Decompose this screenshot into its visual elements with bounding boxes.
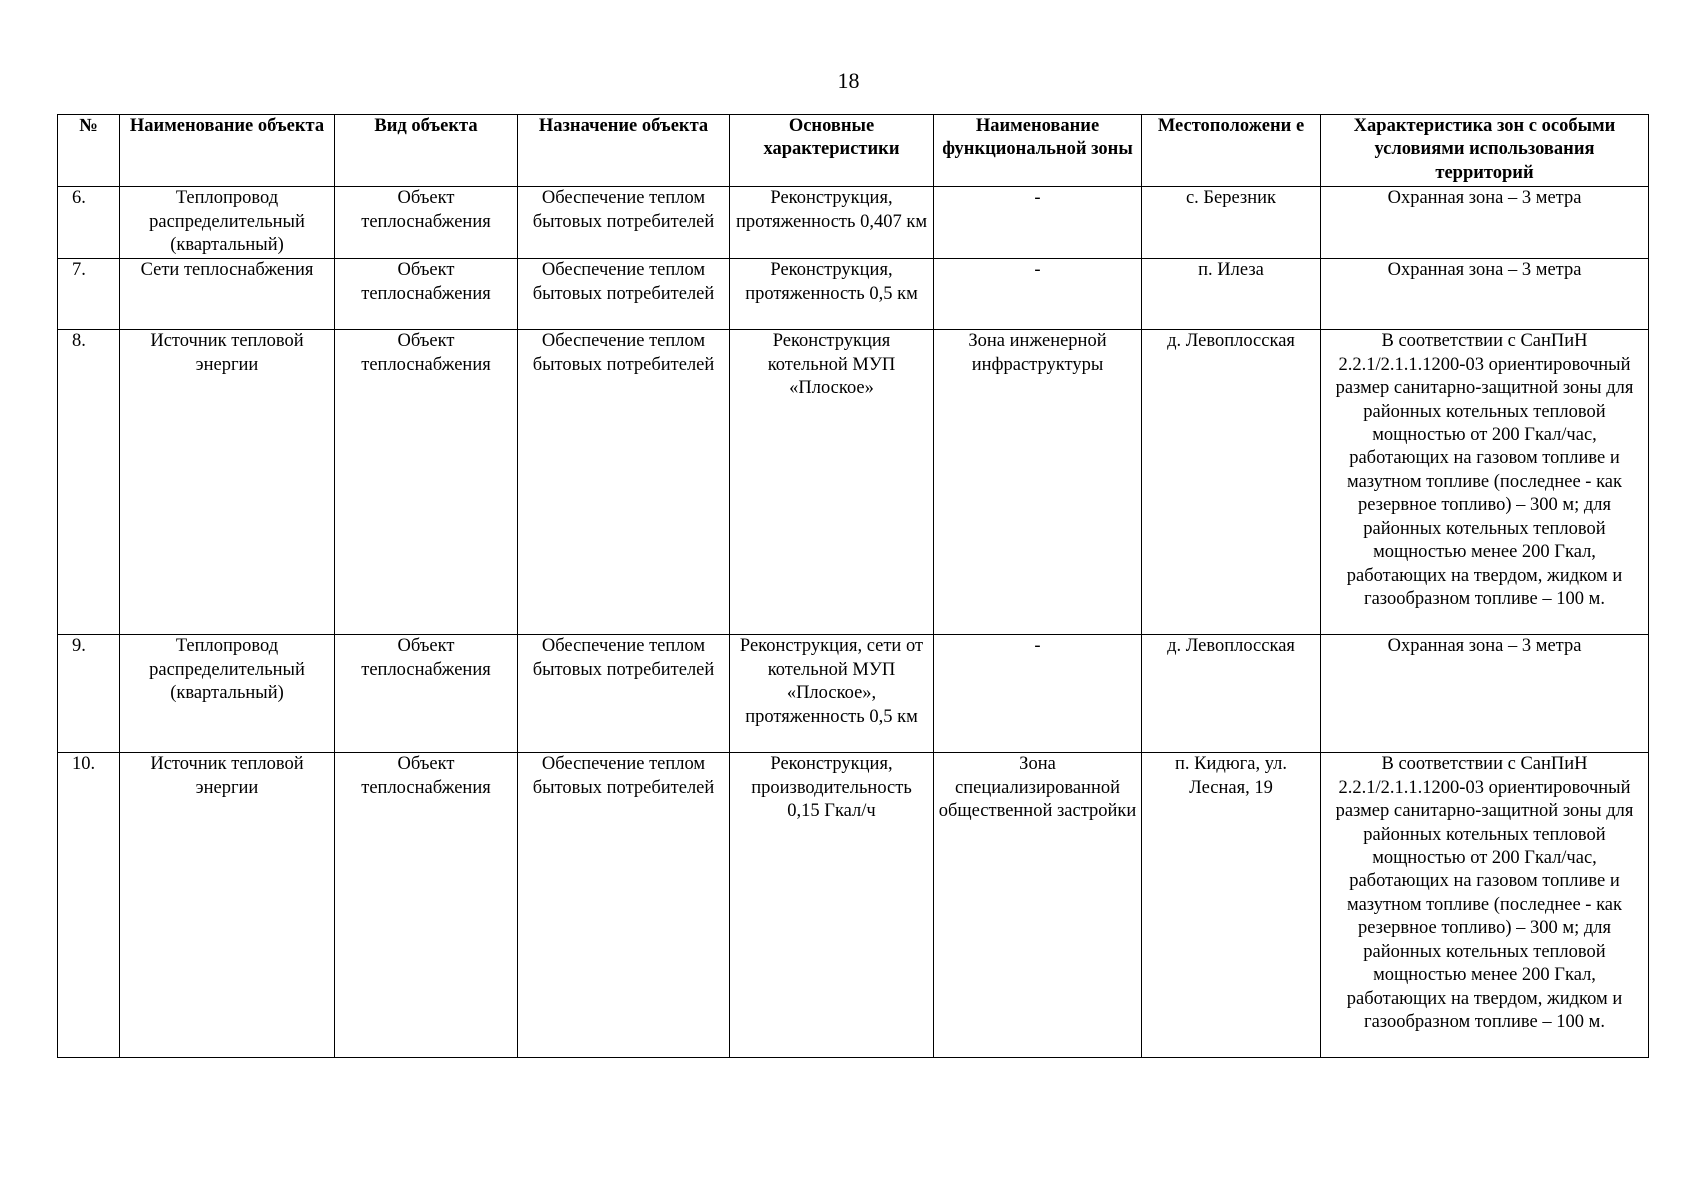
cell-object-type: Объект теплоснабжения bbox=[335, 330, 518, 635]
cell-main-characteristics: Реконструкция, производительность 0,15 Гкал/ч bbox=[730, 753, 934, 1058]
objects-table bbox=[57, 114, 1649, 1058]
cell-object-name: Теплопровод распределительный (квартальный) bbox=[120, 635, 335, 753]
cell-main-characteristics: Реконструкция, протяженность 0,407 км bbox=[730, 187, 934, 259]
header-location: Местоположени е bbox=[1142, 115, 1321, 187]
table-row bbox=[58, 187, 1649, 259]
cell-functional-zone: Зона инженерной инфраструктуры bbox=[934, 330, 1142, 635]
cell-zone-characteristics: Охранная зона – 3 метра bbox=[1321, 635, 1649, 753]
cell-zone-characteristics: Охранная зона – 3 метра bbox=[1321, 187, 1649, 259]
cell-object-name: Сети теплоснабжения bbox=[120, 259, 335, 330]
page-number: 18 bbox=[837, 68, 860, 93]
cell-object-name: Источник тепловой энергии bbox=[120, 330, 335, 635]
cell-number: 10. bbox=[58, 753, 120, 1058]
header-row bbox=[58, 115, 1649, 187]
header-main-characteristics: Основные характеристики bbox=[730, 115, 934, 187]
cell-object-purpose: Обеспечение теплом бытовых потребителей bbox=[518, 187, 730, 259]
cell-location: п. Илеза bbox=[1142, 259, 1321, 330]
cell-number: 6. bbox=[58, 187, 120, 259]
cell-functional-zone: - bbox=[934, 259, 1142, 330]
cell-location: с. Березник bbox=[1142, 187, 1321, 259]
cell-object-name: Источник тепловой энергии bbox=[120, 753, 335, 1058]
cell-functional-zone: Зона специализированной общественной застройки bbox=[934, 753, 1142, 1058]
table-header bbox=[58, 115, 1649, 187]
cell-object-name: Теплопровод распределительный (квартальный) bbox=[120, 187, 335, 259]
cell-object-purpose: Обеспечение теплом бытовых потребителей bbox=[518, 635, 730, 753]
header-object-purpose: Назначение объекта bbox=[518, 115, 730, 187]
header-functional-zone: Наименование функциональной зоны bbox=[934, 115, 1142, 187]
cell-object-purpose: Обеспечение теплом бытовых потребителей bbox=[518, 330, 730, 635]
cell-number: 7. bbox=[58, 259, 120, 330]
table-body bbox=[58, 187, 1649, 1058]
cell-object-type: Объект теплоснабжения bbox=[335, 753, 518, 1058]
cell-object-type: Объект теплоснабжения bbox=[335, 259, 518, 330]
table-row bbox=[58, 635, 1649, 753]
cell-main-characteristics: Реконструкция, сети от котельной МУП «Плоское», протяженность 0,5 км bbox=[730, 635, 934, 753]
cell-location: д. Левоплосская bbox=[1142, 635, 1321, 753]
cell-location: д. Левоплосская bbox=[1142, 330, 1321, 635]
table-row bbox=[58, 259, 1649, 330]
table-row bbox=[58, 330, 1649, 635]
cell-main-characteristics: Реконструкция котельной МУП «Плоское» bbox=[730, 330, 934, 635]
header-zone-characteristics: Характеристика зон с особыми условиями использования территорий bbox=[1321, 115, 1649, 187]
cell-zone-characteristics: Охранная зона – 3 метра bbox=[1321, 259, 1649, 330]
header-object-name: Наименование объекта bbox=[120, 115, 335, 187]
cell-functional-zone: - bbox=[934, 635, 1142, 753]
cell-number: 8. bbox=[58, 330, 120, 635]
cell-zone-characteristics: В соответствии с СанПиН 2.2.1/2.1.1.1200-03 ориентировочный размер санитарно-защитной зоны для районных котельных тепловой мощностью от 200 Гкал/час, работающих на газовом топливе и мазутном топливе (последнее - как резервное топливо) – 300 м; для районных котельных тепловой мощностью менее 200 Гкал, работающих на твердом, жидком и газообразном топливе – 100 м. bbox=[1321, 753, 1649, 1058]
cell-location: п. Кидюга, ул. Лесная, 19 bbox=[1142, 753, 1321, 1058]
cell-number: 9. bbox=[58, 635, 120, 753]
cell-object-type: Объект теплоснабжения bbox=[335, 187, 518, 259]
table-row bbox=[58, 753, 1649, 1058]
header-object-type: Вид объекта bbox=[335, 115, 518, 187]
cell-functional-zone: - bbox=[934, 187, 1142, 259]
cell-object-purpose: Обеспечение теплом бытовых потребителей bbox=[518, 259, 730, 330]
header-number: № bbox=[58, 115, 120, 187]
cell-object-purpose: Обеспечение теплом бытовых потребителей bbox=[518, 753, 730, 1058]
cell-zone-characteristics: В соответствии с СанПиН 2.2.1/2.1.1.1200-03 ориентировочный размер санитарно-защитной зоны для районных котельных тепловой мощностью от 200 Гкал/час, работающих на газовом топливе и мазутном топливе (последнее - как резервное топливо) – 300 м; для районных котельных тепловой мощностью менее 200 Гкал, работающих на твердом, жидком и газообразном топливе – 100 м. bbox=[1321, 330, 1649, 635]
cell-object-type: Объект теплоснабжения bbox=[335, 635, 518, 753]
cell-main-characteristics: Реконструкция, протяженность 0,5 км bbox=[730, 259, 934, 330]
